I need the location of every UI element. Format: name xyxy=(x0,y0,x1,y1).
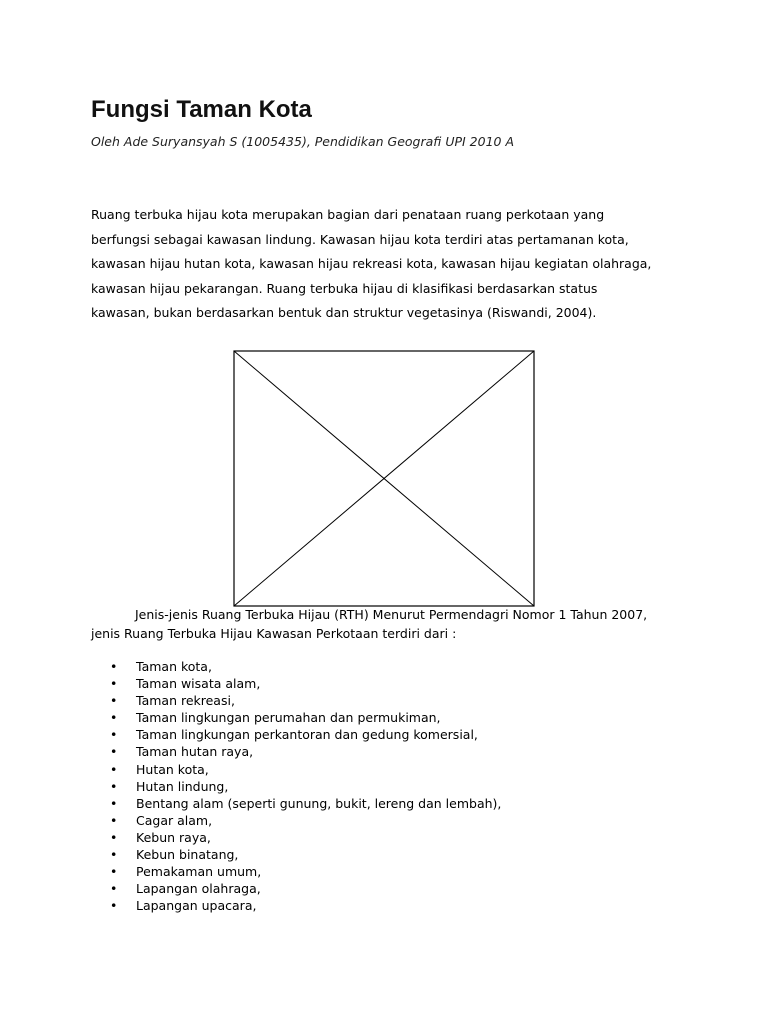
list-item xyxy=(110,761,501,778)
missing-image-placeholder xyxy=(233,350,535,607)
list-item xyxy=(110,709,501,726)
list-item-text: Bentang alam (seperti gunung, bukit, lereng dan lembah), xyxy=(136,795,502,811)
list-item xyxy=(110,863,501,880)
page-title: Fungsi Taman Kota xyxy=(91,96,312,123)
bullet-icon: • xyxy=(110,676,118,692)
list-item-text: Cagar alam, xyxy=(136,812,213,828)
list-intro xyxy=(91,605,701,643)
list-item-text: Taman kota, xyxy=(136,659,212,674)
list-item-text: Hutan kota, xyxy=(136,761,209,777)
bullet-icon: • xyxy=(110,898,118,914)
list-item-text: Taman wisata alam, xyxy=(136,676,261,692)
bullet-icon: • xyxy=(110,778,118,794)
paragraph-line: kawasan, bukan berdasarkan bentuk dan struktur vegetasinya (Riswandi, 2004). xyxy=(91,305,597,321)
list-item-text: Taman lingkungan perkantoran dan gedung komersial, xyxy=(136,727,478,743)
list-item xyxy=(110,743,501,760)
intro-line: jenis Ruang Terbuka Hijau Kawasan Perkotaan terdiri dari : xyxy=(91,626,457,641)
author-byline: Oleh Ade Suryansyah S (1005435), Pendidikan Geografi UPI 2010 A xyxy=(91,134,515,149)
paragraph-line: kawasan hijau pekarangan. Ruang terbuka hijau di klasifikasi berdasarkan status xyxy=(91,280,598,296)
list-item xyxy=(110,795,501,812)
bullet-icon: • xyxy=(110,693,118,709)
bullet-icon: • xyxy=(110,864,118,880)
list-item-text: Taman lingkungan perumahan dan permukiman, xyxy=(136,710,441,726)
list-item xyxy=(110,778,501,795)
bullet-icon: • xyxy=(110,881,118,897)
list-item xyxy=(110,726,501,743)
list-item xyxy=(110,692,501,709)
list-item xyxy=(110,880,501,897)
list-item-text: Taman hutan raya, xyxy=(136,744,254,760)
paragraph-line: kawasan hijau hutan kota, kawasan hijau rekreasi kota, kawasan hijau kegiatan olahraga, xyxy=(91,256,652,272)
paragraph-line: Ruang terbuka hijau kota merupakan bagian dari penataan ruang perkotaan yang xyxy=(91,207,605,222)
bullet-icon: • xyxy=(110,812,118,828)
bullet-icon: • xyxy=(110,710,118,726)
list-item xyxy=(110,812,501,829)
rth-type-list xyxy=(110,658,501,914)
paragraph-line: berfungsi sebagai kawasan lindung. Kawasan hijau kota terdiri atas pertamanan kota, xyxy=(91,231,629,247)
list-item-text: Taman rekreasi, xyxy=(136,693,235,709)
list-item xyxy=(110,846,501,863)
list-item-text: Kebun raya, xyxy=(136,829,211,845)
bullet-icon: • xyxy=(110,744,118,760)
bullet-icon: • xyxy=(110,795,118,811)
bullet-icon: • xyxy=(110,659,118,674)
list-item xyxy=(110,675,501,692)
body-paragraph xyxy=(91,203,691,326)
list-item xyxy=(110,897,501,914)
image-placeholder-icon xyxy=(233,350,535,607)
list-item-text: Pemakaman umum, xyxy=(136,864,262,880)
bullet-icon: • xyxy=(110,727,118,743)
bullet-icon: • xyxy=(110,761,118,777)
list-item-text: Kebun binatang, xyxy=(136,847,239,863)
list-item xyxy=(110,658,501,675)
bullet-icon: • xyxy=(110,829,118,845)
list-item-text: Lapangan olahraga, xyxy=(136,881,261,897)
list-item-text: Lapangan upacara, xyxy=(136,898,257,914)
intro-line: Jenis-jenis Ruang Terbuka Hijau (RTH) Menurut Permendagri Nomor 1 Tahun 2007, xyxy=(135,607,648,622)
bullet-icon: • xyxy=(110,847,118,863)
list-item-text: Hutan lindung, xyxy=(136,778,229,794)
list-item xyxy=(110,829,501,846)
